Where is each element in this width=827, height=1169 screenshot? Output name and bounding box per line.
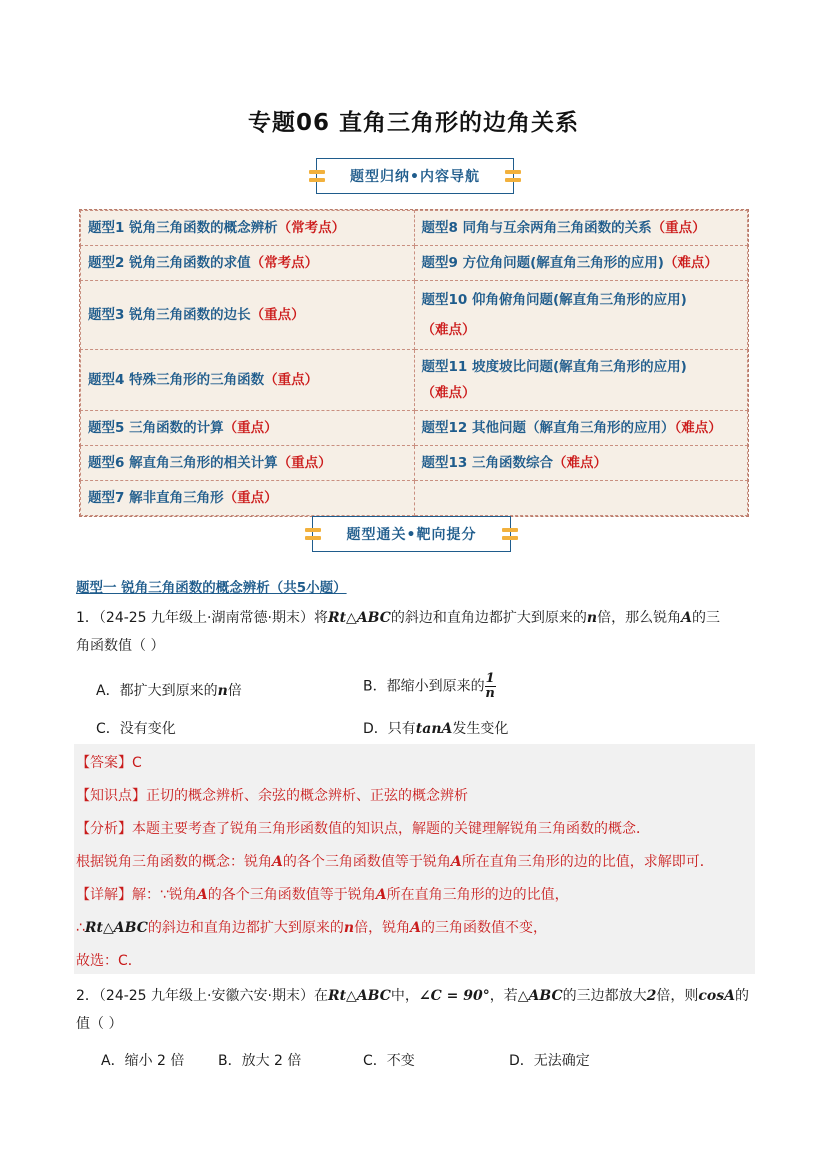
nav-item[interactable]: 题型3 锐角三角函数的边长（重点） [81,281,415,350]
nav-item[interactable]: 题型12 其他问题（解直角三角形的应用）（难点） [414,411,748,446]
table-row [81,411,748,446]
banner-right-decoration-icon [505,168,521,184]
nav-item[interactable]: 题型1 锐角三角函数的概念辨析（常考点） [81,211,415,246]
question-2-option-a[interactable]: A．缩小 2 倍 [101,1053,185,1069]
question-2-option-d[interactable]: D．无法确定 [509,1053,590,1069]
knowledge-point: 【知识点】正切的概念辨析、余弦的概念辨析、正弦的概念辨析 [76,788,468,804]
nav-item[interactable]: 题型9 方位角问题(解直角三角形的应用)（难点） [414,246,748,281]
practice-banner [312,516,511,552]
table-row [81,246,748,281]
nav-item[interactable]: 题型8 同角与互余两角三角函数的关系（重点） [414,211,748,246]
analysis-basis: 根据锐角三角函数的概念：锐角A的各个三角函数值等于锐角A所在直角三角形的边的比值，求解即可． [76,854,714,870]
page-title: 专题06 直角三角形的边角关系 [247,110,579,136]
nav-item[interactable]: 题型5 三角函数的计算（重点） [81,411,415,446]
question-2-option-c[interactable]: C．不变 [363,1053,415,1069]
question-1-option-d[interactable]: D．只有tanA发生变化 [363,721,509,737]
banner-right-decoration-icon [502,526,518,542]
nav-item[interactable]: 题型6 解直角三角形的相关计算（重点） [81,446,415,481]
nav-item[interactable]: 题型11 坡度坡比问题(解直角三角形的应用)（难点） [414,350,748,411]
banner-left-decoration-icon [305,526,321,542]
table-row [81,281,748,350]
table-row [81,481,748,516]
table-row [81,446,748,481]
nav-item[interactable]: 题型10 仰角俯角问题(解直角三角形的应用)（难点） [414,281,748,350]
question-2-stem: 2．（24-25 九年级上·安徽六安·期末）在Rt△ABC中，∠C = 90°，若△ABC的三边都放大2倍，则cosA的 值（ ） [76,988,749,1032]
question-1-option-b[interactable]: B．都缩小到原来的 $\frac{1}{n}$ [363,671,495,701]
table-row [81,211,748,246]
detail: 【详解】解：∵锐角A的各个三角函数值等于锐角A所在直角三角形的边的比值， [76,887,569,903]
nav-item[interactable]: 题型13 三角函数综合（难点） [414,446,748,481]
nav-item-empty [414,481,748,516]
nav-banner [316,158,514,194]
analysis: 【分析】本题主要考查了锐角三角形函数值的知识点，解题的关键理解锐角三角函数的概念． [76,821,650,837]
nav-item[interactable]: 题型7 解非直角三角形（重点） [81,481,415,516]
question-1-option-c[interactable]: C．没有变化 [96,721,176,737]
section-heading: 题型一 锐角三角函数的概念辨析（共5小题） [76,580,347,596]
choice-result: 故选：C． [76,953,142,969]
table-row [81,350,748,411]
nav-item[interactable]: 题型4 特殊三角形的三角函数（重点） [81,350,415,411]
question-1-stem: 1．（24-25 九年级上·湖南常德·期末）将Rt△ABC的斜边和直角边都扩大到原来的n倍，那么锐角A的三 角函数值（ ） [76,610,720,654]
question-1-option-a[interactable]: A．都扩大到原来的n倍 [96,683,242,699]
detail-conclusion: ∴Rt△ABC的斜边和直角边都扩大到原来的n倍，锐角A的三角函数值不变， [76,920,547,936]
banner-label: 题型归纳•内容导航 [350,169,480,185]
banner-left-decoration-icon [309,168,325,184]
question-2-option-b[interactable]: B．放大 2 倍 [218,1053,302,1069]
banner-label: 题型通关•靶向提分 [346,527,477,543]
nav-item[interactable]: 题型2 锐角三角函数的求值（常考点） [81,246,415,281]
fraction: $\frac{1}{n}$ [485,671,495,701]
topic-navigation-table [79,209,749,517]
answer-line: 【答案】C [76,755,142,771]
